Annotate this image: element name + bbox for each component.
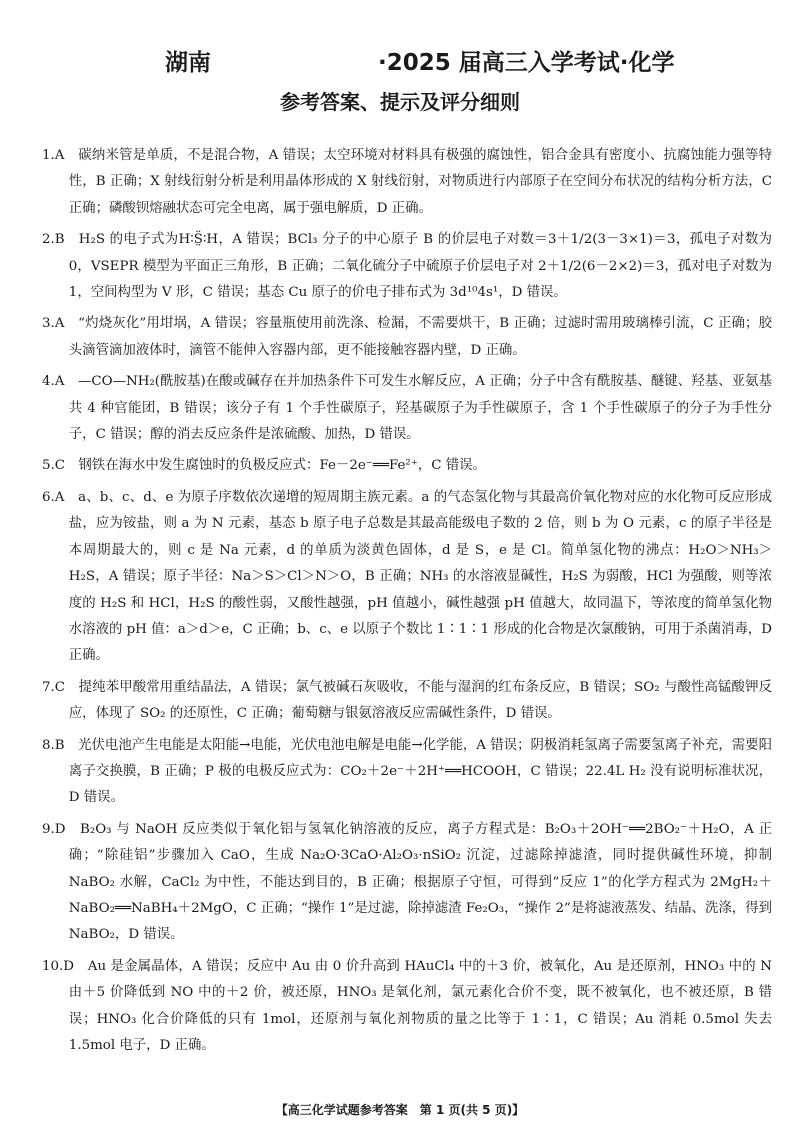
answer-item-7: 7.C 提纯苯甲酸常用重结晶法，A 错误；氯气被碱石灰吸收，不能与湿润的红布条反应，B 错误；SO₂ 与酸性高锰酸钾反应，体现了 SO₂ 的还原性，C 正确；葡萄糖与银氨溶液反应需碱性条件，D 错误。 bbox=[42, 679, 772, 722]
page-subtitle: 参考答案、提示及评分细则 bbox=[280, 90, 520, 114]
answer-item-3: 3.A “灼烧灰化”用坩埚，A 错误；容量瓶使用前洗涤、检漏，不需要烘干，B 正确；过滤时需用玻璃棒引流，C 正确；胶头滴管滴加液体时，滴管不能伸入容器内部，更不能接触容器内壁，D 正确。 bbox=[42, 316, 772, 358]
answer-item-8: 8.B 光伏电池产生电能是太阳能→电能，光伏电池电解是电能→化学能，A 错误；阴极消耗氢离子需要氢离子补充，需要阳离子交换膜，B 正确；P 极的电极反应式为：CO₂＋2e⁻＋2H⁺══HCOOH，C 错误；22.4L H₂ 没有说明标准状况，D 错误。 bbox=[42, 737, 772, 806]
answer-item-9: 9.D B₂O₃ 与 NaOH 反应类似于氧化铝与氢氧化钠溶液的反应，离子方程式是：B₂O₃＋2OH⁻══2BO₂⁻＋H₂O，A 正确；“除硅铝”步骤加入 CaO，生成 Na₂O·3CaO·Al₂O₃·nSiO₂ 沉淀，过滤除掉滤渣，同时提供碱性环境，抑制 NaBO₂ 水解，CaCl₂ 为中性，不能达到目的，B 正确；根据原子守恒，可得到“反应 1”的化学方程式为 2MgH₂＋NaBO₂══NaBH₄＋2MgO，C 正确；“操作 1”是过滤，除掉滤渣 Fe₂O₃，“操作 2”是将滤液蒸发、结晶、洗涤，得到 NaBO₂，D 错误。 bbox=[42, 821, 772, 943]
answer-item-5: 5.C 钢铁在海水中发生腐蚀时的负极反应式：Fe－2e⁻══Fe²⁺，C 错误。 bbox=[42, 458, 486, 474]
page-header bbox=[0, 44, 800, 78]
answer-item-1: 1.A 碳纳米管是单质，不是混合物，A 错误；太空环境对材料具有极强的腐蚀性，铝合金具有密度小、抗腐蚀能力强等特性，B 正确；X 射线衍射分析是利用晶体形成的 X 射线衍射，对物质进行内部原子在空间分布状况的结构分析方法，C 正确；磷酸钡熔融状态可完全电离，属于强电解质，D 正确。 bbox=[42, 148, 772, 216]
province-label: 湖南 bbox=[165, 50, 211, 76]
answer-list bbox=[42, 143, 772, 1059]
answer-item-10: 10.D Au 是金属晶体，A 错误；反应中 Au 由 0 价升高到 HAuCl₄ 中的＋3 价，被氧化，Au 是还原剂，HNO₃ 中的 N 由＋5 价降低到 NO 中的＋2 价，被还原，HNO₃ 是氧化剂，氯元素化合价不变，既不被氧化，也不被还原，B 错误；HNO₃ 化合价降低的只有 1mol，还原剂与氧化剂物质的量之比等于 1∶1，C 错误；Au 消耗 0.5mol 失去 1.5mol 电子，D 正确。 bbox=[42, 958, 772, 1053]
page-footer: 【高三化学试题参考答案 第 1 页(共 5 页)】 bbox=[275, 1103, 525, 1117]
answer-item-6: 6.A a、b、c、d、e 为原子序数依次递增的短周期主族元素。a 的气态氢化物与其最高价氧化物对应的水化物可反应形成盐，应为铵盐，则 a 为 N 元素，基态 b 原子电子总数是其最高能级电子数的 2 倍，则 b 为 O 元素，c 的原子半径是本周期最大的，则 c 是 Na 元素，d 的单质为淡黄色固体，d 是 S，e 是 Cl。简单氢化物的沸点：H₂O＞NH₃＞H₂S，A 错误；原子半径：Na＞S＞Cl＞N＞O，B 正确；NH₃ 的水溶液显碱性，H₂S 为弱酸，HCl 为强酸，则等浓度的 H₂S 和 HCl，H₂S 的酸性弱，又酸性越强，pH 值越小，碱性越强 pH 值越大，故同温下，等浓度的简单氢化物水溶液的 pH 值：a＞d＞e，C 正确；b、c、e 以原子个数比 1∶1∶1 形成的化合物是次氯酸钠，可用于杀菌消毒，D 正确。 bbox=[42, 489, 773, 664]
answer-item-4: 4.A —CO—NH₂(酰胺基)在酸或碱存在并加热条件下可发生水解反应，A 正确；分子中含有酰胺基、醚键、羟基、亚氨基共 4 种官能团，B 错误；该分子有 1 个手性碳原子，羟基碳原子为手性碳原子，含 1 个手性碳原子的分子为手性分子，C 错误；醇的消去反应条件是浓硫酸、加热，D 错误。 bbox=[42, 374, 772, 443]
answer-item-2: 2.B H₂S 的电子式为H∶S̤̈∶H，A 错误；BCl₃ 分子的中心原子 B 的价层电子对数＝3＋1/2(3－3×1)＝3，孤电子对数为 0，VSEPR 模型为平面正三角形，B 正确；二氧化硫分子中硫原子价层电子对 2＋1/2(6－2×2)＝3，孤对电子对数为 1，空间构型为 V 形，C 错误；基态 Cu 原子的价电子排布式为 3d¹⁰4s¹，D 错误。 bbox=[42, 232, 772, 301]
exam-title: ·2025 届高三入学考试·化学 bbox=[378, 50, 675, 76]
